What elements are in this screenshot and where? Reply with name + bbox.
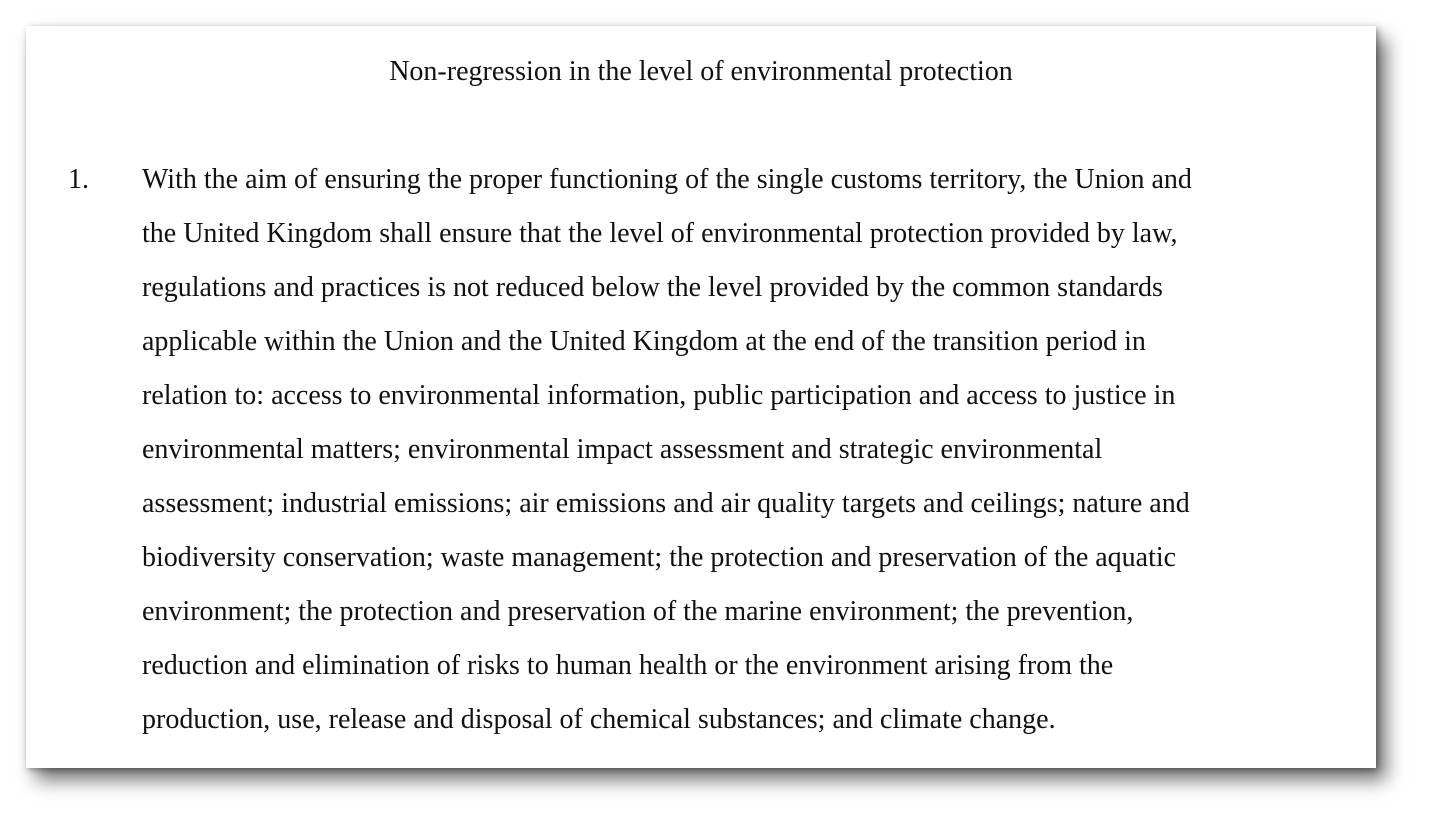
- paragraph-line: relation to: access to environmental information, public participation and access to justice in: [142, 380, 1176, 411]
- paragraph-line: reduction and elimination of risks to human health or the environment arising from the: [142, 650, 1114, 681]
- section-heading: Non-regression in the level of environmental protection: [389, 56, 1013, 87]
- paragraph-line: applicable within the Union and the United Kingdom at the end of the transition period in: [142, 326, 1146, 357]
- paragraph-number: 1.: [68, 164, 89, 195]
- paragraph-line: production, use, release and disposal of chemical substances; and climate change.: [142, 704, 1056, 735]
- paragraph-line: regulations and practices is not reduced below the level provided by the common standards: [142, 272, 1163, 303]
- paragraph-line: biodiversity conservation; waste management; the protection and preservation of the aquatic: [142, 542, 1177, 573]
- paragraph-line: environmental matters; environmental impact assessment and strategic environmental: [142, 434, 1103, 465]
- paragraph-line: assessment; industrial emissions; air emissions and air quality targets and ceilings; nature and: [142, 488, 1190, 519]
- paragraph-line: the United Kingdom shall ensure that the level of environmental protection provided by law,: [142, 218, 1178, 249]
- paragraph-line: environment; the protection and preservation of the marine environment; the prevention,: [142, 596, 1134, 627]
- document-page: [26, 26, 1376, 768]
- paragraph-body: [142, 162, 1342, 756]
- paragraph-line: With the aim of ensuring the proper functioning of the single customs territory, the Union and: [142, 164, 1192, 195]
